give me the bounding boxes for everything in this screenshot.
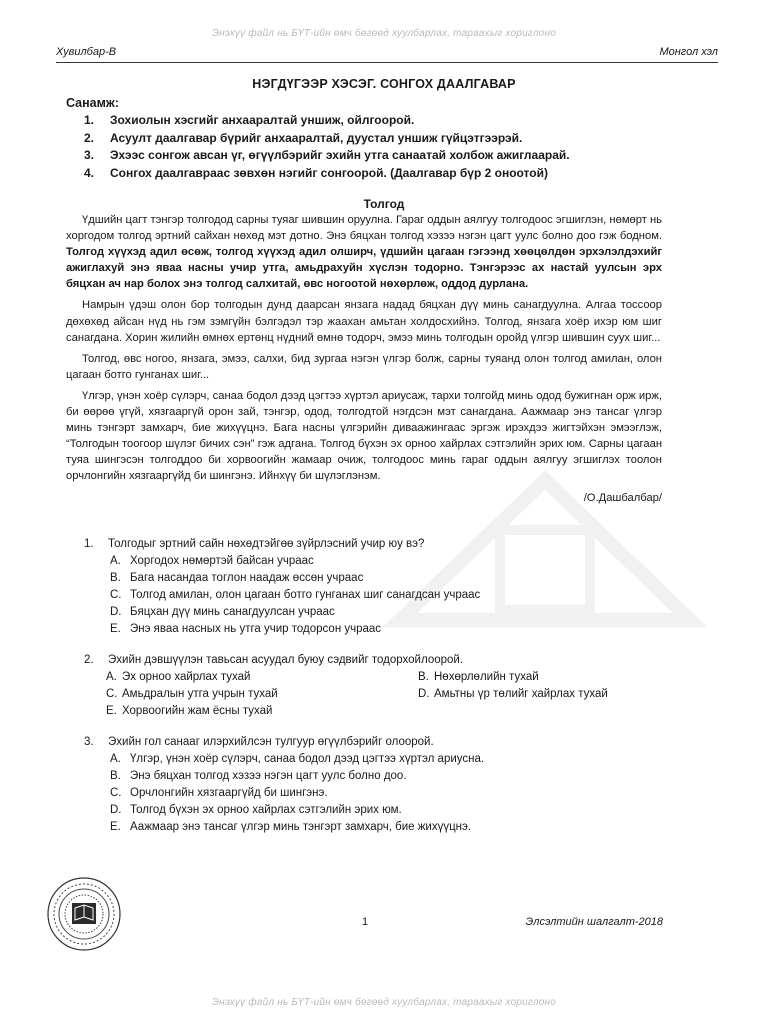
answer-option[interactable]: D. Амьтны үр төлийг хайрлах тухай bbox=[418, 688, 608, 700]
copyright-watermark-top: Энэхүү файл нь БҮТ-ийн өмч бөгөөд хуулбарлах, тараахыг хориглоно bbox=[212, 28, 556, 39]
exam-title: Элсэлтийн шалгалт-2018 bbox=[525, 916, 663, 928]
answer-option[interactable]: D. Толгод бүхэн эх орноо хайрлах сэтгэлийн эрих юм. bbox=[110, 804, 402, 816]
passage-paragraph-3: Толгод, өвс ногоо, янзага, эмээ, салхи, бид зургаа нэгэн үлгэр болж, сарны туяанд олон толгод амилан, олон цагаан ботго гунганах шиг... bbox=[66, 352, 662, 381]
answer-option[interactable]: D. Бяцхан дүү минь санагдуулсан учраас bbox=[110, 606, 335, 618]
passage-paragraph-2: Намрын үдэш олон бор толгодын дунд даарсан янзага надад бяцхан дүү минь санагдуулна. Алгаа тоссоор дөхөхөд айсан нүд нь гэм зэмгүйн бэлгэдэл тэр жаахан амьтан холдосхийнэ. Толгод, янзага хоёр ихэр юм шиг санагдана. Хорин жилийн өмнөх ертөнц нүдний өмнө тодорч, эмээ минь толгодын оройд үлгэр шившин суух шиг... bbox=[66, 299, 662, 344]
page-header bbox=[56, 44, 718, 63]
notice-item: 3. Эхээс сонгож авсан үг, өгүүлбэрийг эхийн утга санаатай холбож ажиглаарай. bbox=[84, 148, 570, 162]
notice-item: 1. Зохиолын хэсгийг анхааралтай уншиж, ойлгоорой. bbox=[84, 113, 415, 127]
answer-option[interactable]: E. Энэ яваа насных нь утга учир тодорсон учраас bbox=[110, 623, 382, 635]
question-stem: Эхийн гол санааг илэрхийлсэн тулгуур өгүүлбэрийг олоорой. bbox=[108, 736, 434, 748]
author-line bbox=[66, 490, 662, 506]
institution-seal-icon bbox=[46, 876, 122, 952]
copyright-watermark-bottom: Энэхүү файл нь БҮТ-ийн өмч бөгөөд хуулбарлах, тараахыг хориглоно bbox=[212, 997, 556, 1008]
question-1: 1. Толгодыг эртний сайн нөхөдтэйгөө зүйрлэсний учир юу вэ? A. Хоргодох нөмөртэй байсан учраас B. Бага насандаа тоглон наадаж өссөн учраас C. Толгод амилан, олон цагаан ботго гунганах шиг санагдсан учраас D. Бяцхан дүү минь санагдуулсан учраас E. Энэ яваа насных нь утга учир тодорсон учраас bbox=[84, 536, 664, 638]
question-3: 3. Эхийн гол санааг илэрхийлсэн тулгуур өгүүлбэрийг олоорой. A. Үлгэр, үнэн хоёр сүлэрч, санаа бодол дээд цэгтээ хүртэл ариусна. B. Энэ бяцхан толгод хэзээ нэгэн цагт уулс болно доо. C. Орчлонгийн хязгааргүйд би шингэнэ. D. Толгод бүхэн эх орноо хайрлах сэтгэлийн эрих юм. E. Аажмаар энэ тансаг үлгэр минь тэнгэрт замхарч, бие жихүүцнэ. bbox=[84, 734, 664, 836]
passage-title: Толгод bbox=[363, 197, 405, 211]
notice-item: 4. Сонгох даалгавраас зөвхөн нэгийг сонгоорой. (Даалгавар бүр 2 оноотой) bbox=[84, 165, 548, 180]
passage-paragraph-1: Үдшийн цагт тэнгэр толгодод сарны туяаг шившин оруулна. Гараг оддын аялгуу толгодоос эгшиглэн, нөмөрт нь хоргодом толгод эртний сайхан нөхөд мэт дотно. Энэ бяцхан толгод хэзээ нэгэн цагт уулс болно доо гэж бодном. Толгод хүүхэд адил өсөж, толгод хүүхэд адил олширч, үдшийн цагаан гэгээнд хөөцөлдөн эрхэлэлдэхийг ажиглахуй энэ яваа насны учир утга, амьдрахуйн хүслэн тодорно. Тэнгэрээс ах настай уулсын эрх бяцхан ач нар болох энэ толгод салхитай, өвс ногоотой нөхөрлөж, оддод дурлана. bbox=[66, 214, 662, 291]
passage-bold-sentence: Толгод хүүхэд адил өсөж, толгод хүүхэд адил олширч, үдшийн цагаан гэгээнд хөөцөлдөн эрхэлэлдэхийг ажиглахуй энэ яваа насны учир утга, амьдрахуйн хүслэн тодорно. Тэнгэрээс ах настай уулсын эрх бяцхан ач нар болох энэ толгод салхитай, өвс ногоотой нөхөрлөж, оддод дурлана. bbox=[66, 246, 662, 291]
passage-body bbox=[66, 212, 662, 506]
answer-option[interactable]: C. Орчлонгийн хязгааргүйд би шингэнэ. bbox=[110, 787, 328, 799]
notice-list bbox=[84, 112, 570, 182]
answer-option[interactable]: C. Толгод амилан, олон цагаан ботго гунганах шиг санагдсан учраас bbox=[110, 589, 481, 601]
questions-section bbox=[84, 536, 664, 850]
page-number: 1 bbox=[362, 916, 369, 928]
question-stem: Эхийн дэвшүүлэн тавьсан асуудал буюу сэдвийг тодорхойлоорой. bbox=[108, 654, 464, 666]
answer-option[interactable]: B. Бага насандаа тоглон наадаж өссөн учраас bbox=[110, 572, 364, 584]
section-title: НЭГДҮГЭЭР ХЭСЭГ. СОНГОХ ДААЛГАВАР bbox=[252, 77, 516, 91]
author-name: /О.Дашбалбар/ bbox=[583, 491, 662, 504]
notice-item: 2. Асуулт даалгавар бүрийг анхааралтай, дуустал уншиж гүйцэтгээрэй. bbox=[84, 130, 523, 145]
question-stem: Толгодыг эртний сайн нөхөдтэйгөө зүйрлэсний учир юу вэ? bbox=[108, 538, 425, 550]
subject-label: Монгол хэл bbox=[659, 46, 718, 58]
passage-paragraph-4: Үлгэр, үнэн хоёр сүлэрч, санаа бодол дээд цэгтээ хүртэл ариусаж, тархи толгойд минь одод бужигнан орж ирж, би өөрөө үгүй, хязгааргүй орон зай, тэнгэр, одод, толгодтой нэгдсэн мэт санагдана. Аажмаар энэ тансаг үлгэр минь тэнгэрт замхарч, бие жихүүцнэ. Бага насны үлгэрийн диваажингаас эргэж ирэхдээ жигтэйхэн эмээглэж, “Толгодын тоогоор шүлэг бичих сэн” гэж адгана. Толгод бүхэн эх орноо хайрлах сэтгэлийн эрих юм. Сарны цагаан туяа шингэсэн толгоддоо би хорвоогийн жамаар очиж, толгодоос минь гараг оддын аялгуу эгшиглэх тоолон орчлонгийн хязгааргүйд би шингэнэ. Ийнхүү би шүлэглэнэм. bbox=[66, 389, 662, 483]
answer-option[interactable]: E. Хорвоогийн жам ёсны тухай bbox=[106, 705, 273, 717]
notice-title: Санамж: bbox=[66, 96, 119, 110]
answer-option[interactable]: B. Нөхөрлөлийн тухай bbox=[418, 671, 539, 683]
answer-option[interactable]: A. Хоргодох нөмөртэй байсан учраас bbox=[110, 555, 314, 567]
variant-label: Хувилбар-B bbox=[56, 46, 117, 58]
answer-option[interactable]: B. Энэ бяцхан толгод хэзээ нэгэн цагт уулс болно доо. bbox=[110, 770, 407, 782]
answer-option[interactable]: E. Аажмаар энэ тансаг үлгэр минь тэнгэрт замхарч, бие жихүүцнэ. bbox=[110, 821, 472, 833]
answer-option[interactable]: A. Үлгэр, үнэн хоёр сүлэрч, санаа бодол дээд цэгтээ хүртэл ариусна. bbox=[110, 753, 485, 765]
answer-option[interactable]: A. Эх орноо хайрлах тухай bbox=[106, 671, 251, 683]
question-2: 2. Эхийн дэвшүүлэн тавьсан асуудал буюу сэдвийг тодорхойлоорой. A. Эх орноо хайрлах тухай B. Нөхөрлөлийн тухай C. Амьдралын утга учрын тухай D. Амьтны үр төлийг хайрлах тухай E. Хорвоогийн жам ёсны тухай bbox=[84, 652, 664, 720]
answer-option[interactable]: C. Амьдралын утга учрын тухай bbox=[106, 688, 278, 700]
